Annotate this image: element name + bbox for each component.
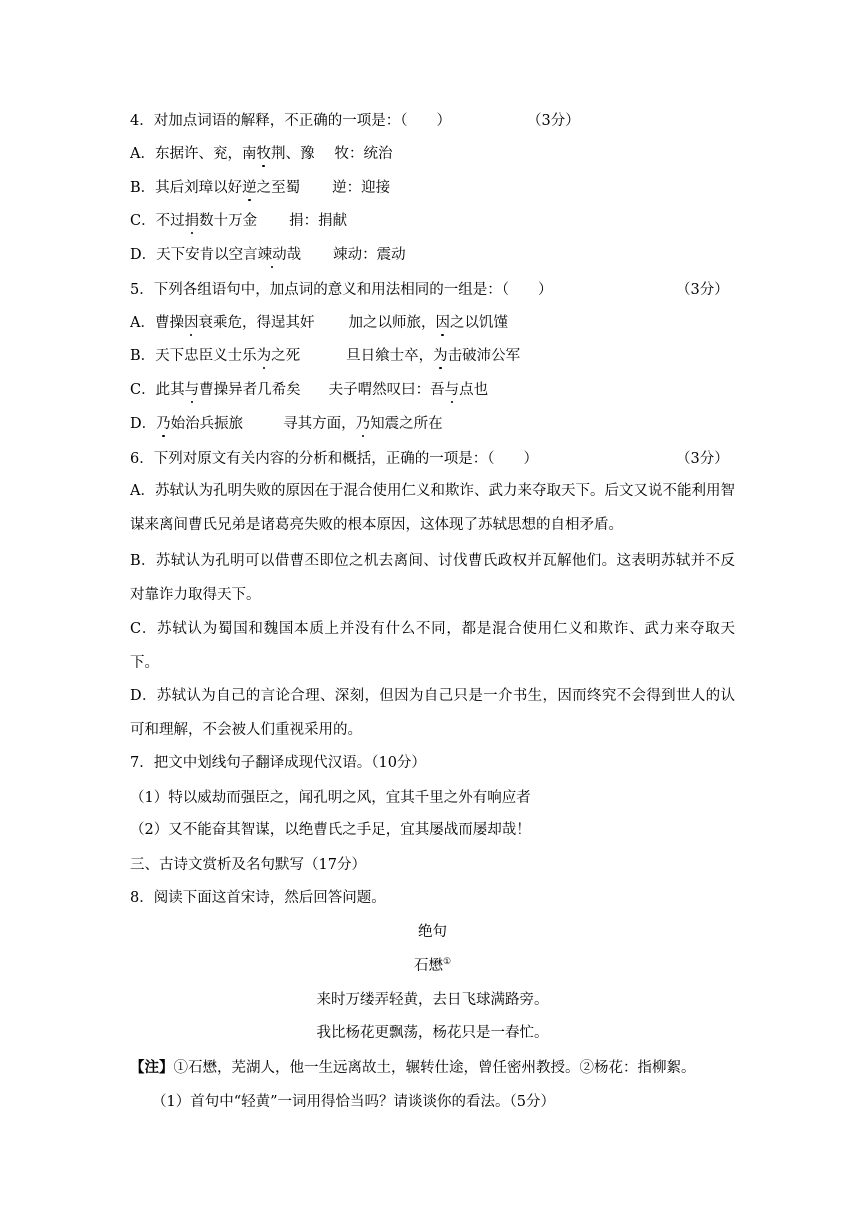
- q4-option-c: [130, 211, 347, 231]
- poem-line-1: 来时万缕弄轻黄，去日飞球满路旁。: [316, 992, 549, 1008]
- q5-stem: 5．下列各组语句中，加点词的意义和用法相同的一组是：（ ）: [130, 282, 553, 298]
- q7-item-1: （1）特以威劫而强臣之，闻孔明之风，宜其千里之外有响应者: [130, 790, 531, 806]
- q5-c2-dotted-word: 与: [444, 382, 460, 398]
- section-3-heading: 三、古诗文赏析及名句默写（17分）: [130, 857, 366, 873]
- poem-note: [130, 1058, 696, 1078]
- q5-b2-post: 击破沛公军: [447, 348, 521, 364]
- q5-d-pre: D．: [130, 416, 157, 432]
- q4-option-d: [130, 245, 406, 265]
- q5-option-a: [130, 313, 508, 333]
- q5-b-pre: B．天下忠臣义士乐: [130, 348, 257, 364]
- q8-stem: 8．阅读下面这首宋诗，然后回答问题。: [130, 890, 386, 906]
- q6-option-d: D．苏轼认为自己的言论合理、深刻，但因为自己只是一介书生，因而终究不会得到世人的认可和理解，不会被人们重视采用的。: [130, 688, 735, 738]
- q5-b-dotted-word: 为: [256, 348, 272, 364]
- q5-a-pre: A．曹操: [130, 315, 184, 331]
- q5-d-dotted-word: 乃: [156, 416, 171, 432]
- q4-option-b: [130, 178, 390, 198]
- q4-b-dotted-word: 逆: [242, 180, 257, 196]
- q5-a2-post: 之以饥馑: [449, 315, 508, 331]
- q5-d2-pre: 寻其方面，: [283, 416, 356, 432]
- q4-b-gloss: 逆：迎接: [332, 180, 391, 196]
- q4-d-post: 哉: [286, 247, 302, 263]
- q5-c2-post: 点也: [459, 382, 489, 398]
- q4-b-pre: B．其后刘璋以好: [130, 180, 243, 196]
- q6-option-b: B．苏轼认为孔明可以借曹丕即位之机去离间、讨伐曹氏政权并瓦解他们。这表明苏轼并不反对靠诈力取得天下。: [130, 553, 735, 603]
- q6-option-c: C．苏轼认为蜀国和魏国本质上并没有什么不同，都是混合使用仁义和欺诈、武力来夺取天下。: [130, 621, 735, 671]
- q5-a-post: 衰乘危，得逞其奸: [198, 315, 315, 331]
- q4-c-gloss: 捐：捐献: [289, 213, 348, 229]
- q7-stem: 7．把文中划线句子翻译成现代汉语。（10分）: [130, 755, 426, 771]
- q5-option-c: [130, 380, 488, 400]
- q5-a2-pre: 加之以师旅，: [348, 315, 436, 331]
- q6-option-a: A．苏轼认为孔明失败的原因在于混合使用仁义和欺诈、武力来夺取天下。后文又说不能利用智谋来离间曹氏兄弟是诸葛亮失败的根本原因，这体现了苏轼思想的自相矛盾。: [130, 483, 735, 533]
- q4-a-post: 荆、豫: [270, 146, 315, 162]
- poem-author-note-mark: ①: [442, 957, 452, 967]
- q5-c2-pre: 夫子喟然叹曰：吾: [328, 382, 445, 398]
- q5-b-post: 之死: [271, 348, 301, 364]
- q4-a-dotted-word: 牧: [256, 146, 271, 162]
- q5-option-d: [130, 414, 443, 434]
- q4-c-post: 数十万金: [199, 213, 258, 229]
- poem-author-line: [130, 956, 735, 976]
- q4-a-pre: A．东据许、兖，南: [130, 146, 257, 162]
- q4-d-pre: D．天下安肯以空言: [130, 247, 258, 263]
- q4-c-dotted-word: 捐: [184, 213, 200, 229]
- q4-score: （3分）: [527, 113, 580, 129]
- q4-d-dotted-word: 竦动: [257, 247, 287, 263]
- q7-item-2: （2）又不能奋其智谋，以绝曹氏之手足，宜其屡战而屡却哉！: [130, 822, 531, 838]
- q4-stem: 4．对加点词语的解释，不正确的一项是：（ ）: [130, 113, 451, 129]
- q5-score: （3分）: [676, 282, 729, 298]
- q4-a-gloss: 牧：统治: [334, 146, 393, 162]
- poem-author: 石懋: [413, 958, 443, 974]
- q8-subquestion-1: （1）首句中“轻黄”一词用得恰当吗？请谈谈你的看法。（5分）: [152, 1094, 556, 1110]
- q5-option-b: [130, 346, 520, 366]
- q5-a2-dotted-word: 因: [435, 315, 450, 331]
- q5-c-post: 曹操异者几希矣: [199, 382, 301, 398]
- poem-line-2: 我比杨花更飘荡，杨花只是一春忙。: [316, 1025, 549, 1041]
- q5-d-post: 始治兵振旅: [170, 416, 244, 432]
- q5-b2-pre: 旦日飨士卒，: [346, 348, 434, 364]
- q4-option-a: [130, 144, 392, 164]
- note-text: ①石懋，芜湖人，他一生远离故土，辗转仕途，曾任密州教授。②杨花：指柳絮。: [173, 1060, 696, 1076]
- note-label: 【注】: [130, 1059, 174, 1076]
- poem-title: 绝句: [418, 924, 447, 940]
- q4-d-gloss: 竦动：震动: [333, 247, 406, 263]
- q6-stem: 6．下列对原文有关内容的分析和概括，正确的一项是：（ ）: [130, 451, 538, 467]
- q5-b2-dotted-word: 为: [433, 348, 448, 364]
- q6-score: （3分）: [676, 451, 729, 467]
- q5-d2-dotted-word: 乃: [355, 416, 371, 432]
- q5-c-pre: C．此其: [130, 382, 185, 398]
- q5-c-dotted-word: 与: [184, 382, 200, 398]
- q5-d2-post: 知震之所在: [370, 416, 443, 432]
- q4-b-post: 之至蜀: [256, 180, 301, 196]
- q5-a-dotted-word: 因: [183, 315, 199, 331]
- q4-c-pre: C．不过: [130, 213, 185, 229]
